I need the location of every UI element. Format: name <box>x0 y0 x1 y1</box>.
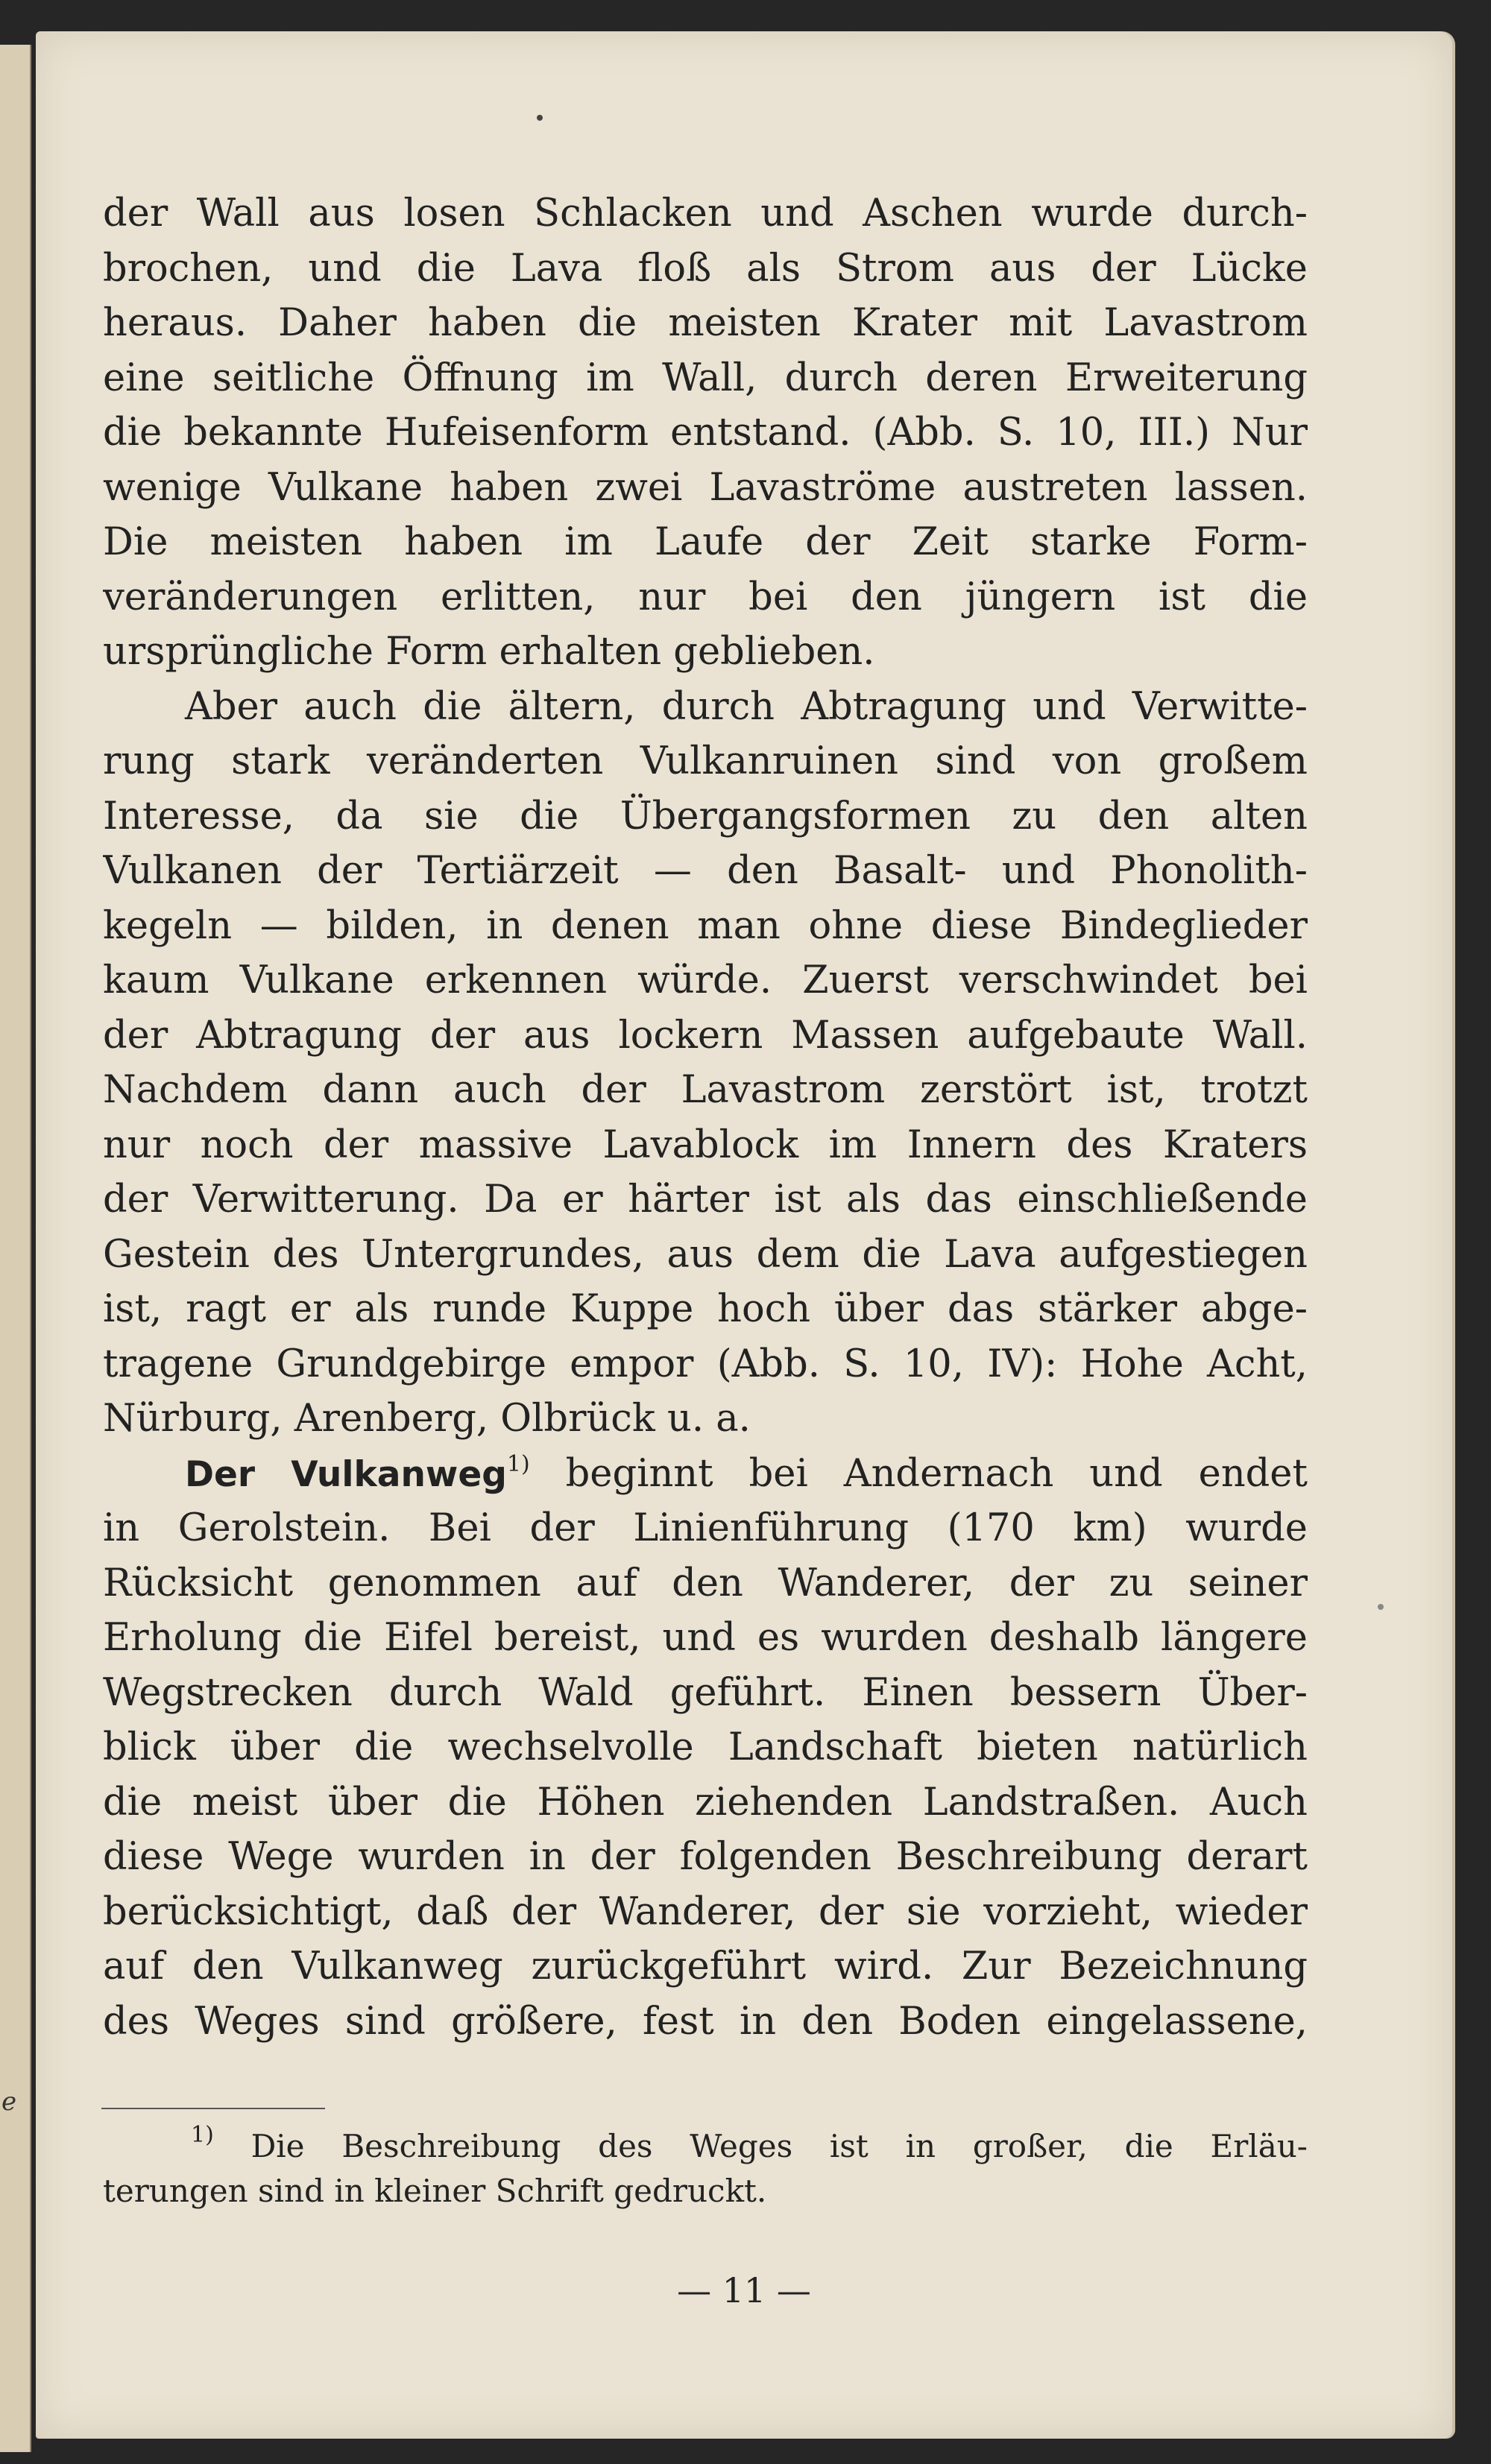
text-line: nur noch der massive Lavablock im Innern des Kraters <box>103 1122 1308 1167</box>
text-run: beginnt bei Andernach und endet <box>529 1451 1308 1496</box>
text-line: ursprüngliche Form erhalten geblieben. <box>103 630 875 674</box>
ink-speck <box>537 115 543 121</box>
text-line: ist, ragt er als runde Kuppe hoch über das stärker abge- <box>103 1287 1308 1331</box>
text-line: eine seitliche Öffnung im Wall, durch deren Erweiterung <box>103 356 1308 400</box>
text-line: tragene Grundgebirge empor (Abb. S. 10, IV): Hohe Acht, <box>103 1342 1308 1386</box>
text-line: die bekannte Hufeisenform entstand. (Abb. S. 10, III.) Nur <box>103 411 1308 455</box>
text-line: kegeln — bilden, in denen man ohne diese Bindeglieder <box>103 903 1308 948</box>
footnote-marker: 1) <box>191 2124 214 2148</box>
text-line: auf den Vulkanweg zurückgeführt wird. Zur Bezeichnung <box>103 1945 1308 1988</box>
text-line: in Gerolstein. Bei der Linienführung (170 km) wurde <box>103 1506 1308 1550</box>
margin-letter: e <box>1 2087 17 2117</box>
body-text <box>103 186 1308 2049</box>
vulkanweg-first-line <box>103 1447 1308 1502</box>
footnote-line: terungen sind in kleiner Schrift gedruckt. <box>103 2173 767 2209</box>
page-paper <box>36 31 1452 2439</box>
text-line: berücksichtigt, daß der Wanderer, der sie vorzieht, wieder <box>103 1889 1308 1934</box>
text-line: blick über die wechselvolle Landschaft bieten natürlich <box>103 1725 1308 1769</box>
page-number: — 11 — <box>677 2270 811 2310</box>
text-line: brochen, und die Lava floß als Strom aus der Lücke <box>103 246 1308 291</box>
text-line: Interesse, da sie die Übergangsformen zu den alten <box>103 794 1308 838</box>
footnote-text: Die Beschreibung des Weges ist in großer, die Erläu- <box>213 2128 1308 2164</box>
footnote-reference: 1) <box>506 1450 530 1477</box>
text-line: Nürburg, Arenberg, Olbrück u. a. <box>103 1397 751 1441</box>
text-line: Rücksicht genommen auf den Wanderer, der zu seiner <box>103 1561 1308 1605</box>
text-line: Die meisten haben im Laufe der Zeit starke Form- <box>103 520 1308 564</box>
text-line: rung stark veränderten Vulkanruinen sind von großem <box>103 739 1308 783</box>
text-line: kaum Vulkane erkennen würde. Zuerst verschwindet bei <box>103 958 1308 1002</box>
footnote-line <box>103 2124 1308 2169</box>
text-line: Erholung die Eifel bereist, und es wurden deshalb längere <box>103 1616 1308 1660</box>
text-line: diese Wege wurden in der folgenden Beschreibung derart <box>103 1835 1308 1879</box>
text-line: Nachdem dann auch der Lavastrom zerstört ist, trotzt <box>103 1068 1308 1112</box>
text-line: Wegstrecken durch Wald geführt. Einen bessern Über- <box>103 1670 1308 1715</box>
text-line: der Wall aus losen Schlacken und Aschen wurde durch- <box>103 192 1308 236</box>
text-line: heraus. Daher haben die meisten Krater mit Lavastrom <box>103 301 1308 345</box>
text-line: veränderungen erlitten, nur bei den jüngern ist die <box>103 575 1308 619</box>
text-line: Vulkanen der Tertiärzeit — den Basalt- und Phonolith- <box>103 849 1308 893</box>
text-line: der Verwitterung. Da er härter ist als das einschließende <box>103 1178 1308 1222</box>
text-line: wenige Vulkane haben zwei Lavaströme austreten lassen. <box>103 465 1308 510</box>
text-line: des Weges sind größere, fest in den Boden eingelassene, <box>103 1999 1308 2044</box>
text-line: die meist über die Höhen ziehenden Landstraßen. Auch <box>103 1780 1308 1825</box>
footnote-divider <box>101 2108 325 2109</box>
text-line: der Abtragung der aus lockern Massen aufgebaute Wall. <box>103 1013 1308 1058</box>
ink-speck <box>1378 1604 1384 1610</box>
section-heading-vulkanweg: Der Vulkanweg <box>185 1453 507 1495</box>
previous-page-edge <box>0 45 31 2452</box>
text-line: Aber auch die ältern, durch Abtragung und Verwitte- <box>185 684 1308 729</box>
text-line: Gestein des Untergrundes, aus dem die Lava aufgestiegen <box>103 1232 1308 1277</box>
footnote <box>103 2124 1308 2214</box>
